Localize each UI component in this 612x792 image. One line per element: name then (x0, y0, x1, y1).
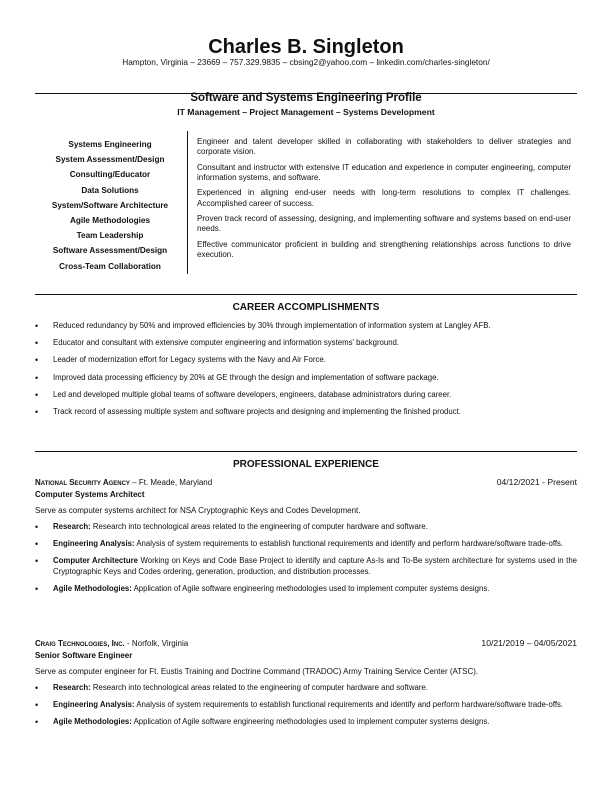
job-description: Serve as computer engineer for Ft. Eustis Training and Doctrine Command (TRADOC) Army Training Service Center (ATSC). (35, 667, 479, 676)
candidate-name: Charles B. Singleton (208, 36, 404, 58)
list-item: • Reduced redundancy by 50% and improved efficiencies by 30% through implementation of information system at Langley AFB. (35, 321, 577, 331)
list-item: • Led and developed multiple global teams of software developers, engineers, database administrators during career. (35, 390, 577, 400)
skills-list (35, 137, 185, 274)
skill: System/Software Architecture (51, 200, 169, 210)
list-item: • Research: Research into technological areas related to the engineering of computer hardware and software. (35, 683, 577, 693)
list-item: • Computer Architecture Working on Keys and Code Base Project to identify and capture As-Is and To-Be system architecture for systems used in the Cryptographic Keys and Codes ordering, generation, production, and distribution processes. (35, 556, 577, 576)
list-item: • Track record of assessing multiple system and software projects and designing and implementing the finished product. (35, 407, 577, 417)
contact-line: Hampton, Virginia – 23669 – 757.329.9835 – cbsing2@yahoo.com – linkedin.com/charles-singleton/ (122, 57, 490, 67)
skill: Team Leadership (76, 231, 144, 241)
list-item: • Research: Research into technological areas related to the engineering of computer hardware and software. (35, 522, 577, 532)
skill: Consulting/Educator (69, 170, 151, 180)
profile-subtitle: IT Management – Project Management – Systems Development (177, 107, 435, 117)
list-item: • Engineering Analysis: Analysis of system requirements to establish functional requirements and identify and perform hardware/software trade-offs. (35, 700, 577, 710)
list-item: • Engineering Analysis: Analysis of system requirements to establish functional requirements and identify and perform hardware/software trade-offs. (35, 539, 577, 549)
job-description: Serve as computer systems architect for NSA Cryptographic Keys and Codes Development. (35, 506, 361, 515)
profile-title: Software and Systems Engineering Profile (190, 92, 422, 104)
skill: Data Solutions (81, 185, 139, 195)
summary-paragraph: Engineer and talent developer skilled in collaborating with stakeholders to deliver strategies and corporate vision. (197, 137, 571, 157)
job-entry (35, 477, 577, 601)
job-title: Computer Systems Architect (35, 490, 145, 499)
job-entry (35, 638, 577, 735)
list-item: • Educator and consultant with extensive computer engineering and information systems' background. (35, 338, 577, 348)
accomplishments-list (35, 321, 577, 424)
summary-paragraph: Effective communicator proficient in building and strengthening relationships across functions to drive execution. (197, 239, 571, 260)
location: - Norfolk, Virginia (124, 639, 189, 648)
divider (35, 294, 577, 295)
list-item: • Leader of modernization effort for Legacy systems with the Navy and Air Force. (35, 355, 577, 365)
skill: Software Assessment/Design (52, 246, 168, 256)
location: – Ft. Meade, Maryland (129, 478, 213, 487)
skill: Cross-Team Collaboration (59, 261, 161, 271)
skill: System Assessment/Design (55, 155, 165, 165)
dates: 10/21/2019 – 04/05/2021 (481, 638, 577, 648)
divider (35, 451, 577, 452)
summary-paragraph: Consultant and instructor with extensive IT education and experience in computer engineering, computer information systems, and software. (197, 162, 571, 182)
skill: Agile Methodologies (69, 216, 151, 226)
section-heading: CAREER ACCOMPLISHMENTS (232, 302, 380, 313)
section-heading: PROFESSIONAL EXPERIENCE (233, 459, 379, 470)
column-divider (187, 131, 188, 274)
company: National Security Agency (35, 478, 130, 487)
company: Craig Technologies, Inc. (35, 639, 125, 648)
list-item: • Agile Methodologies: Application of Agile software engineering methodologies used to implement computer systems designs. (35, 584, 577, 594)
summary-paragraph: Experienced in aligning end-user needs with long-term resolutions to complex IT challenges. Accomplished career of success. (197, 188, 571, 208)
dates: 04/12/2021 - Present (496, 477, 577, 487)
list-item: • Improved data processing efficiency by 20% at GE through the design and implementation of software package. (35, 373, 577, 383)
skill: Systems Engineering (68, 140, 152, 149)
list-item: • Agile Methodologies: Application of Agile software engineering methodologies used to implement computer systems designs. (35, 717, 577, 727)
summary (197, 137, 571, 266)
job-title: Senior Software Engineer (35, 651, 133, 660)
summary-paragraph: Proven track record of assessing, designing, and implementing software and systems based on end-user needs. (197, 214, 571, 234)
